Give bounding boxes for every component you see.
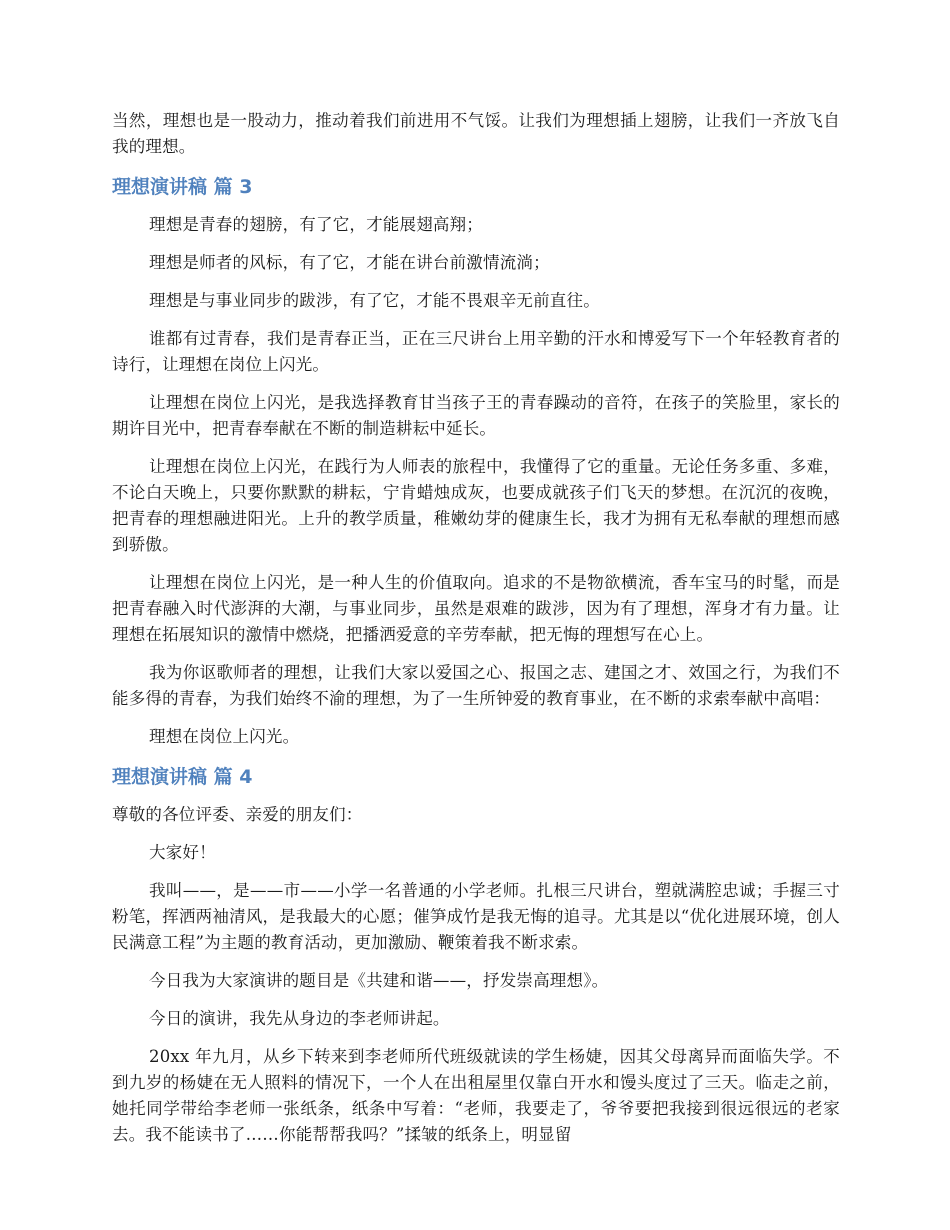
paragraph: 当然，理想也是一股动力，推动着我们前进用不气馁。让我们为理想插上翅膀，让我们一齐放飞自我的理想。: [112, 111, 840, 156]
paragraph: 我为你讴歌师者的理想，让我们大家以爱国之心、报国之志、建国之才、效国之行，为我们不能多得的青春，为我们始终不渝的理想，为了一生所钟爱的教育事业，在不断的求索奉献中高唱：: [112, 663, 840, 708]
paragraph: 20xx 年九月，从乡下转来到李老师所代班级就读的学生杨婕，因其父母离异而面临失学。不到九岁的杨婕在无人照料的情况下，一个人在出租屋里仅靠白开水和馒头度过了三天。临走之前，她托同学带给李老师一张纸条，纸条中写着：“老师，我要走了，爷爷要把我接到很远很远的老家去。我不能读书了……你能帮帮我吗？”揉皱的纸条上，明显留: [112, 1047, 840, 1144]
salutation: 尊敬的各位评委、亲爱的朋友们：: [112, 805, 363, 824]
document-body: [112, 108, 840, 1160]
paragraph: 让理想在岗位上闪光，是一种人生的价值取向。追求的不是物欲横流，香车宝马的时髦，而是把青春融入时代澎湃的大潮，与事业同步，虽然是艰难的跋涉，因为有了理想，浑身才有力量。让理想在拓展知识的激情中燃烧，把播洒爱意的辛劳奉献，把无悔的理想写在心上。: [112, 573, 840, 644]
paragraph: 大家好！: [149, 843, 216, 862]
section-heading-3: 理想演讲稿 篇 3: [112, 176, 253, 198]
paragraph: 理想是与事业同步的跋涉，有了它，才能不畏艰辛无前直往。: [149, 291, 600, 310]
paragraph: 理想是师者的风标，有了它，才能在讲台前激情流淌；: [149, 253, 550, 272]
paragraph: 理想是青春的翅膀，有了它，才能展翅高翔；: [149, 215, 483, 234]
paragraph: 理想在岗位上闪光。: [149, 727, 300, 746]
paragraph: 让理想在岗位上闪光，是我选择教育甘当孩子王的青春躁动的音符，在孩子的笑脸里，家长的期许目光中，把青春奉献在不断的制造耕耘中延长。: [112, 393, 840, 438]
section-heading-4: 理想演讲稿 篇 4: [112, 766, 253, 788]
paragraph: 今日的演讲，我先从身边的李老师讲起。: [149, 1009, 450, 1028]
paragraph: 让理想在岗位上闪光，在践行为人师表的旅程中，我懂得了它的重量。无论任务多重、多难，不论白天晚上，只要你默默的耕耘，宁肯蜡烛成灰，也要成就孩子们飞天的梦想。在沉沉的夜晚，把青春的理想融进阳光。上升的教学质量，稚嫩幼芽的健康生长，我才为拥有无私奉献的理想而感到骄傲。: [112, 457, 840, 554]
paragraph: 我叫——，是——市——小学一名普通的小学老师。扎根三尺讲台，塑就满腔忠诚；手握三寸粉笔，挥洒两袖清风，是我最大的心愿；催笋成竹是我无悔的追寻。尤其是以“优化进展环境，创人民满意工程”为主题的教育活动，更加激励、鞭策着我不断求索。: [112, 881, 840, 952]
paragraph: 谁都有过青春，我们是青春正当，正在三尺讲台上用辛勤的汗水和博爱写下一个年轻教育者的诗行，让理想在岗位上闪光。: [112, 329, 840, 374]
paragraph: 今日我为大家演讲的题目是《共建和谐——，抒发崇高理想》。: [149, 971, 609, 990]
